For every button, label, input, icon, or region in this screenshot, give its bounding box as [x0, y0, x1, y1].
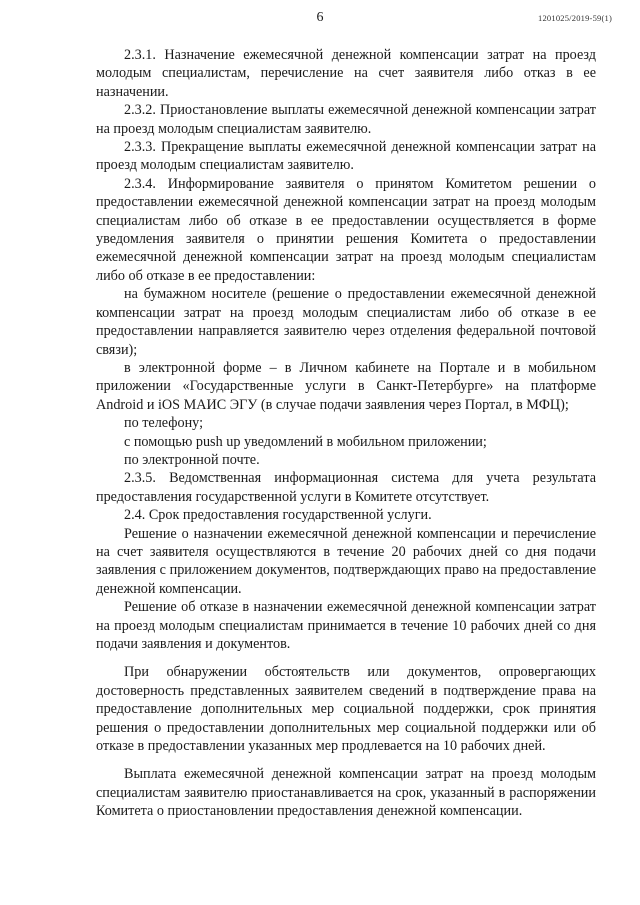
paragraph-2-3-1: 2.3.1. Назначение ежемесячной денежной компенсации затрат на проезд молодым специалистам, перечисление на счет заявителя либо отказ в ее назначении.	[96, 47, 596, 100]
paragraph-suspension: Выплата ежемесячной денежной компенсации затрат на проезд молодым специалистам заявителю приостанавливается на срок, указанный в распоряжении Комитета о приостановлении предоставления денежной компенсации.	[96, 766, 596, 820]
list-item-phone: по телефону;	[124, 415, 204, 432]
paragraph-extension: При обнаружении обстоятельств или документов, опровергающих достоверность представленных заявителем сведений в подтверждение права на предоставление дополнительных мер социальной поддержки, срок принятия решения о предоставлении дополнительных мер социальной поддержки или об отказе в предоставлении указанных мер продлевается на 10 рабочих дней.	[96, 664, 596, 755]
list-item-email: по электронной почте.	[124, 451, 260, 468]
paragraph-2-3-4: 2.3.4. Информирование заявителя о принятом Комитетом решении о предоставлении ежемесячной денежной компенсации затрат на проезд молодым специалистам либо об отказе в ее предоставлении осуществляется в форме уведомления заявителя о принятии решения Комитета о предоставлении ежемесячной денежной компенсации затрат на проезд молодым специалистам либо об отказе в ее предоставлении:	[96, 175, 596, 284]
document-body	[96, 46, 596, 821]
list-item-electronic: в электронной форме – в Личном кабинете на Портале и в мобильном приложении «Государственные услуги в Санкт-Петербурге» на платформе Android и iOS МАИС ЭГУ (в случае подачи заявления через Портал, в МФЦ);	[96, 359, 596, 413]
paragraph-refusal-10-days: Решение об отказе в назначении ежемесячной денежной компенсации затрат на проезд молодым специалистам принимается в течение 10 рабочих дней со дня подачи заявления и документов.	[96, 599, 596, 652]
page-number: 6	[316, 10, 324, 25]
list-item-push: с помощью push up уведомлений в мобильном приложении;	[124, 433, 487, 450]
list-item-paper: на бумажном носителе (решение о предоставлении ежемесячной денежной компенсации затрат на проезд молодым специалистам либо об отказе в ее предоставлении направляется заявителю через отделения федеральной почтовой связи);	[96, 286, 596, 358]
paragraph-2-4: 2.4. Срок предоставления государственной услуги.	[124, 507, 432, 524]
paragraph-2-3-2: 2.3.2. Приостановление выплаты ежемесячной денежной компенсации затрат на проезд молодым специалистам заявителю.	[96, 102, 596, 137]
paragraph-term-20-days: Решение о назначении ежемесячной денежной компенсации и перечисление на счет заявителя осуществляются в течение 20 рабочих дней со дня подачи заявления с приложением документов, подтверждающих право на предоставление денежной компенсации.	[96, 525, 596, 597]
paragraph-2-3-5: 2.3.5. Ведомственная информационная система для учета результата предоставления государственной услуги в Комитете отсутствует.	[96, 470, 596, 505]
paragraph-2-3-3: 2.3.3. Прекращение выплаты ежемесячной денежной компенсации затрат на проезд молодым специалистам заявителю.	[96, 139, 596, 174]
document-code: 1201025/2019-59(1)	[538, 13, 612, 23]
